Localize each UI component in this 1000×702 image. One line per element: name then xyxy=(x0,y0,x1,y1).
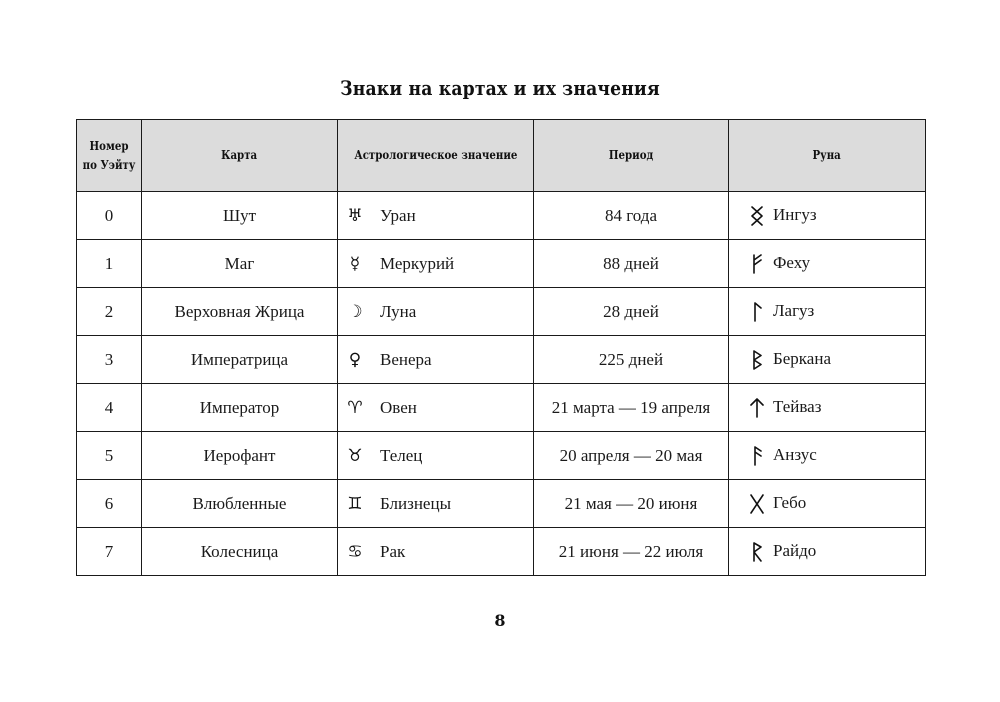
cell-rune xyxy=(729,528,926,576)
header-astro: Астрологическое значение xyxy=(338,120,534,192)
cell-card: Влюбленные xyxy=(142,480,338,528)
cell-number: 5 xyxy=(77,432,142,480)
cell-rune xyxy=(729,432,926,480)
rune-label: Феху xyxy=(773,252,811,272)
berkana-rune-icon xyxy=(747,350,767,370)
cell-period: 88 дней xyxy=(534,240,729,288)
header-number-line1: Номер xyxy=(89,138,129,153)
cell-sign xyxy=(338,240,534,288)
sign-label: Близнецы xyxy=(380,493,451,513)
table-row xyxy=(77,480,926,528)
mercury-icon: ☿ xyxy=(349,253,361,274)
cell-period: 21 марта — 19 апреля xyxy=(534,384,729,432)
cell-card: Маг xyxy=(142,240,338,288)
cell-rune xyxy=(729,480,926,528)
cell-period: 21 июня — 22 июля xyxy=(534,528,729,576)
table-row xyxy=(77,528,926,576)
cell-sign xyxy=(338,288,534,336)
table-row xyxy=(77,288,926,336)
ansuz-rune-icon xyxy=(747,446,767,466)
cell-period: 20 апреля — 20 мая xyxy=(534,432,729,480)
table-row xyxy=(77,192,926,240)
rune-label: Анзус xyxy=(773,444,817,464)
laguz-rune-icon xyxy=(747,302,767,322)
page-number: 8 xyxy=(494,611,506,630)
header-rune: Руна xyxy=(729,120,926,192)
table-header-row xyxy=(77,120,926,192)
signs-table xyxy=(76,119,926,576)
table-row xyxy=(77,432,926,480)
cell-rune xyxy=(729,192,926,240)
taurus-icon: ♉ xyxy=(347,445,363,466)
cell-number: 6 xyxy=(77,480,142,528)
rune-label: Гебо xyxy=(773,492,807,512)
sign-label: Уран xyxy=(380,205,416,225)
cell-period: 28 дней xyxy=(534,288,729,336)
cell-sign xyxy=(338,528,534,576)
gemini-icon: ♊ xyxy=(347,493,363,514)
cell-number: 0 xyxy=(77,192,142,240)
raido-rune-icon xyxy=(747,542,767,562)
cell-sign xyxy=(338,480,534,528)
cell-rune xyxy=(729,336,926,384)
cell-rune xyxy=(729,288,926,336)
page-title-text: Знаки на картах и их значения xyxy=(340,76,660,100)
header-number-line2: по Уэйту xyxy=(82,157,136,172)
venus-icon: ♀ xyxy=(348,349,362,370)
cell-number: 4 xyxy=(77,384,142,432)
cell-period: 84 года xyxy=(534,192,729,240)
cell-sign xyxy=(338,336,534,384)
table-row xyxy=(77,240,926,288)
cell-number: 7 xyxy=(77,528,142,576)
sign-label: Овен xyxy=(380,397,417,417)
rune-label: Тейваз xyxy=(773,396,822,416)
cell-number: 1 xyxy=(77,240,142,288)
moon-icon: ☽ xyxy=(347,301,363,322)
tiwaz-rune-icon xyxy=(747,398,767,418)
cell-card: Колесница xyxy=(142,528,338,576)
rune-label: Ингуз xyxy=(773,204,817,224)
cell-rune xyxy=(729,384,926,432)
uranus-icon: ♅ xyxy=(347,205,363,226)
cell-sign xyxy=(338,432,534,480)
header-card: Карта xyxy=(142,120,338,192)
cell-card: Император xyxy=(142,384,338,432)
sign-label: Меркурий xyxy=(380,253,455,273)
aries-icon: ♈ xyxy=(347,397,363,418)
cell-card: Верховная Жрица xyxy=(142,288,338,336)
fehu-rune-icon xyxy=(747,254,767,274)
sign-label: Телец xyxy=(380,445,423,465)
header-period: Период xyxy=(534,120,729,192)
gebo-rune-icon xyxy=(747,494,767,514)
cell-rune xyxy=(729,240,926,288)
rune-label: Райдо xyxy=(773,540,817,560)
page-title xyxy=(70,76,930,100)
table-row xyxy=(77,336,926,384)
cell-sign xyxy=(338,192,534,240)
ingwaz-rune-icon xyxy=(747,206,767,226)
header-number xyxy=(77,120,142,192)
cell-card: Иерофант xyxy=(142,432,338,480)
cell-number: 2 xyxy=(77,288,142,336)
cell-sign xyxy=(338,384,534,432)
cell-period: 225 дней xyxy=(534,336,729,384)
rune-label: Лагуз xyxy=(773,300,815,320)
cell-number: 3 xyxy=(77,336,142,384)
cancer-icon: ♋ xyxy=(347,541,363,562)
sign-label: Венера xyxy=(380,349,432,369)
cell-period: 21 мая — 20 июня xyxy=(534,480,729,528)
sign-label: Луна xyxy=(380,301,417,321)
cell-card: Шут xyxy=(142,192,338,240)
sign-label: Рак xyxy=(380,541,406,561)
table-body xyxy=(77,192,926,576)
table-row xyxy=(77,384,926,432)
rune-label: Беркана xyxy=(773,348,831,368)
cell-card: Императрица xyxy=(142,336,338,384)
